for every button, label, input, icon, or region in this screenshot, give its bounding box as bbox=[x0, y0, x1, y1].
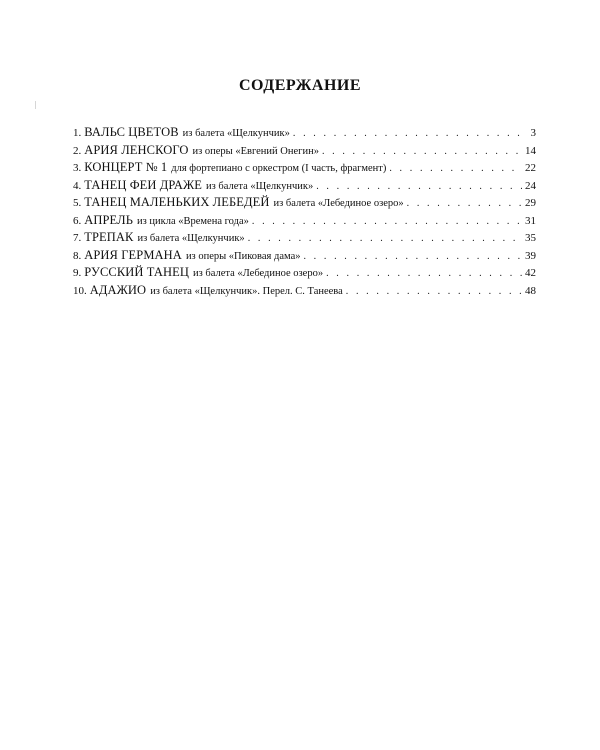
entry-piece-title: ТРЕПАК bbox=[84, 230, 134, 244]
toc-entry bbox=[73, 194, 536, 212]
table-of-contents bbox=[73, 124, 536, 299]
toc-entry bbox=[73, 124, 536, 142]
entry-page-number: 3 bbox=[530, 127, 536, 139]
entry-page-number: 14 bbox=[525, 144, 536, 157]
entry-piece-title: КОНЦЕРТ № 1 bbox=[84, 160, 168, 174]
entry-source: из балета «Лебединое озеро» bbox=[273, 198, 404, 209]
entry-source: из балета «Щелкунчик» bbox=[206, 180, 314, 192]
entry-number: 1. bbox=[73, 127, 82, 139]
dot-leader bbox=[326, 265, 522, 282]
dot-leader bbox=[252, 213, 522, 230]
entry-piece-title: АДАЖИО bbox=[89, 282, 147, 297]
dot-leader bbox=[316, 178, 522, 195]
entry-number: 8. bbox=[73, 249, 82, 262]
entry-page-number: 39 bbox=[525, 249, 536, 262]
entry-number: 3. bbox=[73, 162, 82, 174]
entry-piece-title: АРИЯ ГЕРМАНА bbox=[84, 247, 182, 262]
entry-page-number: 22 bbox=[525, 162, 536, 174]
entry-piece-title: ТАНЕЦ МАЛЕНЬКИХ ЛЕБЕДЕЙ bbox=[84, 195, 270, 209]
entry-piece-title: АПРЕЛЬ bbox=[84, 212, 133, 227]
entry-page-number: 42 bbox=[525, 267, 536, 279]
toc-entry bbox=[73, 177, 536, 195]
entry-number: 4. bbox=[73, 179, 82, 192]
entry-number: 10. bbox=[73, 284, 87, 297]
toc-entry bbox=[73, 229, 536, 247]
entry-source: из балета «Щелкунчик» bbox=[182, 128, 290, 139]
entry-number: 7. bbox=[73, 232, 82, 244]
entry-page-number: 29 bbox=[525, 197, 536, 209]
dot-leader bbox=[248, 230, 522, 247]
toc-entry bbox=[73, 159, 536, 177]
entry-piece-title: ВАЛЬС ЦВЕТОВ bbox=[84, 125, 179, 139]
entry-piece-title: АРИЯ ЛЕНСКОГО bbox=[84, 142, 189, 157]
entry-source: из оперы «Пиковая дама» bbox=[185, 250, 301, 262]
toc-entry bbox=[73, 282, 536, 300]
entry-page-number: 31 bbox=[525, 214, 536, 227]
toc-entry bbox=[73, 142, 536, 160]
entry-number: 9. bbox=[73, 267, 82, 279]
dot-leader bbox=[407, 195, 522, 212]
toc-entry bbox=[73, 264, 536, 282]
margin-mark bbox=[35, 101, 36, 109]
entry-page-number: 48 bbox=[525, 284, 536, 297]
page-title: СОДЕРЖАНИЕ bbox=[238, 76, 362, 94]
entry-piece-title: РУССКИЙ ТАНЕЦ bbox=[84, 265, 189, 279]
dot-leader bbox=[389, 160, 522, 177]
entry-page-number: 24 bbox=[525, 179, 536, 192]
entry-source: из оперы «Евгений Онегин» bbox=[192, 145, 319, 157]
toc-entry bbox=[73, 247, 536, 265]
entry-piece-title: ТАНЕЦ ФЕИ ДРАЖЕ bbox=[84, 177, 203, 192]
entry-source: для фортепиано с оркестром (I часть, фрагмент) bbox=[171, 163, 387, 174]
dot-leader bbox=[303, 248, 522, 265]
entry-source: из цикла «Времена года» bbox=[136, 215, 249, 227]
entry-number: 6. bbox=[73, 214, 82, 227]
dot-leader bbox=[293, 125, 528, 142]
entry-source: из балета «Щелкунчик». Перел. С. Танеева bbox=[150, 285, 343, 297]
toc-entry bbox=[73, 212, 536, 230]
dot-leader bbox=[346, 283, 522, 300]
entry-number: 5. bbox=[73, 197, 82, 209]
dot-leader bbox=[322, 143, 522, 160]
entry-source: из балета «Лебединое озеро» bbox=[192, 268, 324, 279]
entry-page-number: 35 bbox=[525, 232, 536, 244]
entry-source: из балета «Щелкунчик» bbox=[137, 233, 245, 244]
entry-number: 2. bbox=[73, 144, 82, 157]
